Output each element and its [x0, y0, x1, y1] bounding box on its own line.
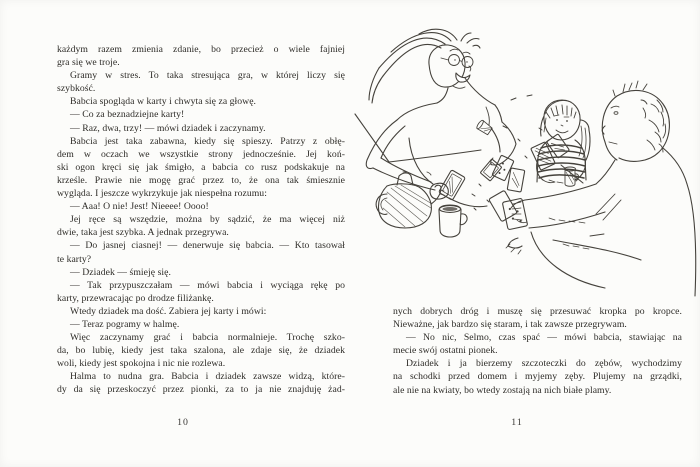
teapot	[376, 172, 441, 228]
text-line: — Dziadek — śmieję się.	[70, 266, 171, 278]
text-line: Jej ręce są wszędzie, można by sądzić, że ma więcej niż	[70, 214, 345, 226]
text-line: wygląda. I jeszcze wykrzykuje jak niespełna rozumu:	[57, 188, 267, 200]
text-line: — No nic, Selmo, czas spać — mówi babcia, stawiając na	[406, 332, 682, 344]
text-line: dem w oczach we wszystkie strony jednocześnie. Jej koń-	[57, 148, 345, 160]
text-line: — Teraz pogramy w halmę.	[70, 318, 180, 330]
text-line: mecie swój ostatni pionek.	[393, 345, 498, 357]
text-line: krześle. Prawie nie mogę grać przez to, że ona tak śmiesznie	[57, 174, 345, 186]
grandfather-figure	[489, 81, 696, 296]
text-line: woli, kiedy jest spokojna i nic nie rozlewa.	[57, 358, 226, 370]
text-line: Nieważne, jak bardzo się staram, i tak zawsze przegrywam.	[393, 319, 627, 331]
playing-card	[439, 170, 466, 201]
illustration	[353, 8, 698, 300]
text-line: Babcia jest taka zabawna, kiedy się spieszy. Patrzy z obłę-	[70, 135, 345, 147]
text-line: te karty?	[57, 253, 92, 265]
tipped-glass	[476, 119, 493, 135]
mug	[439, 205, 467, 237]
text-line: karty, przewracając po drodze filiżankę.	[57, 292, 214, 304]
text-line: — Co za beznadziejne karty!	[70, 109, 185, 121]
page-number-right: 11	[511, 417, 523, 428]
text-line: nych dobrych dróg i muszę się przesuwać kropka po kropce.	[393, 306, 682, 317]
text-line: dwie, taka jest szybka. A jednak przegrywa.	[57, 227, 229, 239]
grandmother-figure	[366, 29, 516, 207]
text-line: na schodki przed domem i myjemy zęby. Plujemy na grządki,	[393, 371, 682, 383]
text-line: dy da się przeskoczyć przez pionki, za to ja nie znajduję żad-	[57, 384, 345, 396]
text-line: każdym razem zmienia zdanie, bo przecież o wiele fajniej	[57, 44, 345, 55]
text-line: — Aaa! O nie! Jest! Nieeee! Oooo!	[70, 201, 209, 213]
left-page-text	[57, 43, 345, 397]
text-line: Gramy w stres. To taka stresująca gra, w której liczy się	[70, 70, 345, 82]
text-line: Wtedy dziadek ma dość. Zabiera jej karty i mówi:	[70, 305, 267, 317]
text-line: gra się we troje.	[57, 57, 120, 69]
right-page-text	[393, 305, 682, 397]
text-line: Babcia spogląda w karty i chwyta się za głowę.	[70, 96, 257, 108]
text-line: — Raz, dwa, trzy! — mówi dziadek i zaczynamy.	[70, 122, 266, 134]
page-number-left: 10	[177, 417, 189, 428]
text-line: Dziadek i ja bierzemy szczoteczki do zębów, wychodzimy	[406, 358, 682, 370]
text-line: Więc zaczynamy grać i babcia normalnieje. Trochę szko-	[70, 332, 345, 344]
text-line: ski ogon kręci się jak śmigło, a babcia co rusz podskakuje na	[57, 161, 345, 173]
glasses	[441, 55, 473, 68]
text-line: — Do jasnej ciasnej! — denerwuje się babcia. — Kto tasował	[70, 240, 345, 252]
text-line: da, bo lubię, kiedy jest taka szalona, ale zdaje się, że dziadek	[57, 345, 345, 357]
text-line: — Tak przypuszczałam — mówi babcia i wyciąga rękę po	[70, 279, 345, 291]
text-line: szybkość.	[57, 83, 96, 95]
text-line: ale nie na kwiaty, bo wtedy zostają na nich białe plamy.	[393, 384, 612, 396]
text-line: Halma to nudna gra. Babcia i dziadek zawsze widzą, które-	[70, 371, 345, 383]
